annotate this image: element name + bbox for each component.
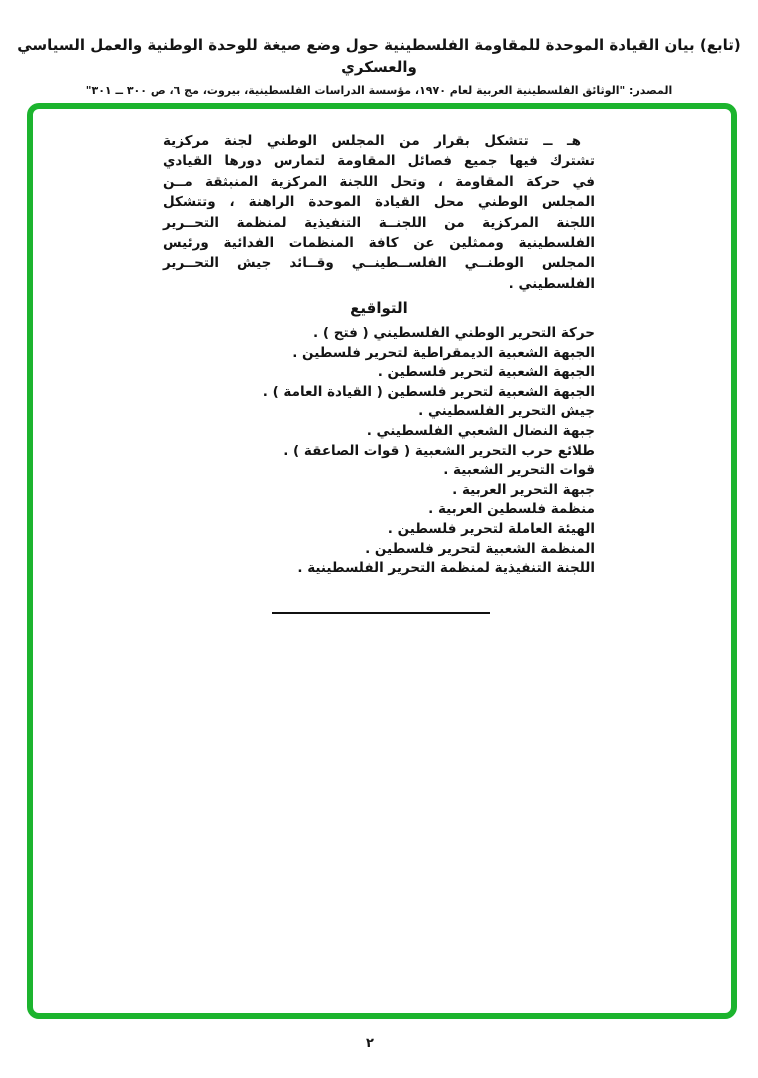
document-title: (تابع) بيان القيادة الموحدة للمقاومة الفلسطينية حول وضع صيغة للوحدة الوطنية والعمل السياسي والعسكري xyxy=(17,36,741,76)
signature-item: قوات التحرير الشعبية . xyxy=(443,462,595,479)
document-source-citation: المصدر: "الوثائق الفلسطينية العربية لعام ١٩٧٠، مؤسسة الدراسات الفلسطينية، بيروت، مج ٦، ص ٣٠٠ ــ ٣٠١" xyxy=(85,84,673,97)
signature-item: جبهة النضال الشعبي الفلسطيني . xyxy=(366,422,595,439)
signature-item: اللجنة التنفيذية لمنظمة التحرير الفلسطينية . xyxy=(297,560,595,577)
page-number: ٢ xyxy=(366,1036,374,1051)
signature-item: الجبهة الشعبية لتحرير فلسطين ( القيادة العامة ) . xyxy=(262,383,595,400)
signature-item: طلائع حرب التحرير الشعبية ( قوات الصاعقة ) . xyxy=(283,442,595,459)
paragraph-line: الفلسطينية وممثلين عن كافة المنظمات الفدائية ورئيس xyxy=(163,235,595,252)
signature-item: منظمة فلسطين العربية . xyxy=(428,501,595,518)
paragraph-line: اللجنة المركزية من اللجنــة التنفيذية لمنظمة التحــرير xyxy=(163,214,595,231)
signature-item: الجبهة الشعبية لتحرير فلسطين . xyxy=(377,364,595,381)
paragraph-line: هـ ــ تتشكل بقرار من المجلس الوطني لجنة مركزية xyxy=(163,133,581,149)
signature-item: الجبهة الشعبية الديمقراطية لتحرير فلسطين . xyxy=(292,344,595,361)
paragraph-line: تشترك فيها جميع فصائل المقاومة لتمارس دورها القيادي xyxy=(163,153,595,170)
signature-item: حركة التحرير الوطني الفلسطيني ( فتح ) . xyxy=(313,325,595,341)
paragraph-line: في حركة المقاومة ، وتحل اللجنة المركزية المنبثقة مــن xyxy=(163,173,595,190)
paragraph-line: المجلس الوطنــي الفلســطينــي وقــائد جيش التحــرير xyxy=(163,255,595,272)
document-header xyxy=(0,34,758,98)
signature-item: المنظمة الشعبية لتحرير فلسطين . xyxy=(365,540,595,557)
footer-divider-line xyxy=(272,612,490,614)
paragraph-line: الفلسطيني . xyxy=(508,275,595,292)
paragraph-line: المجلس الوطني محل القيادة الموحدة الراهنة ، وتتشكل xyxy=(163,194,595,211)
signature-item: الهيئة العاملة لتحرير فلسطين . xyxy=(387,520,595,537)
clause-paragraph xyxy=(163,131,595,294)
signature-item: جيش التحرير الفلسطيني . xyxy=(418,403,595,420)
signatures-list xyxy=(163,324,595,579)
signatures-heading: التواقيع xyxy=(350,299,408,317)
signature-item: جبهة التحرير العربية . xyxy=(452,481,595,498)
